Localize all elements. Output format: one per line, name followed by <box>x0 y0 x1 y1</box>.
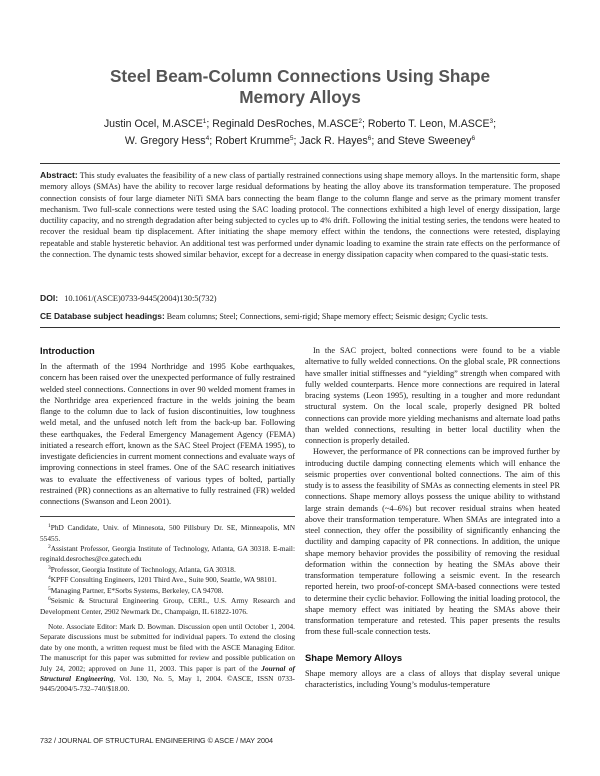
footnote-rule <box>40 516 295 517</box>
footnote: $^3$Professor, Georgia Institute of Technology, Atlanta, GA 30318. <box>48 564 236 574</box>
doi-value: 10.1061/(ASCE)0733-9445(2004)130:5(732) <box>64 294 217 303</box>
footnote: $^6$Seismic & Structural Engineering Group, CERL, U.S. Army Research and Development Center, 2902 Newmark Dr., Champaign, IL 61822-1076. <box>40 596 295 616</box>
footnote: $^1$PhD Candidate, Univ. of Minnesota, 500 Pillsbury Dr. SE, Minneapolis, MN 55455. <box>40 523 295 543</box>
author: W. Gregory Hess$^4$; <box>124 134 216 147</box>
subject-headings-label: CE Database subject headings: <box>40 311 165 321</box>
footnote: $^2$Assistant Professor, Georgia Institute of Technology, Atlanta, GA 30318. E-mail: reginald.desroches@ce.gatech.edu <box>40 544 295 564</box>
author: Jack R. Hayes$^6$; and <box>299 134 398 147</box>
journal-name: Journal of Structural Engineering <box>40 663 295 683</box>
abstract-bottom-rule <box>40 327 560 328</box>
body-paragraph: However, the performance of PR connections can be improved further by introducing ductile damping connecting elements which will enhance the seismic properties over conventional bolted connections. The aim of this study is to assess the feasibility of SMAs as connecting elements in steel PR connections. Shape memory alloys possess the unique ability to withstand large strain demands (~4–6%) but recover residual strains when heated above their transformation temperature. When SMAs are integrated into a steel connection, they offer the possibility of significantly enhancing the ductility and damping capacity of PR connections. In addition, the unique shape memory behavior provides the possibility of removing the residual deformation within the connection by heating the SMAs above their transformation temperature following a seismic event. In the research reported herein, two proof-of-concept SMA-based connections were tested to determine their cyclic behavior. Following the initial loading protocol, the shape memory effect was initiated by heating the SMAs above their transformation temperature and retested. This paper presents the results from these full-scale connection tests. <box>305 447 560 637</box>
paper-title <box>40 66 560 108</box>
author: Robert Krumme$^5$; <box>215 134 300 147</box>
author: Justin Ocel, M.ASCE$^1$; <box>103 118 213 130</box>
title-line-1: Steel Beam-Column Connections Using Shape <box>109 66 491 86</box>
footnote: $^4$KPFF Consulting Engineers, 1201 Third Ave., Suite 900, Seattle, WA 98101. <box>48 575 277 585</box>
body-paragraph: In the SAC project, bolted connections were found to be a viable alternative to fully welded connections. On the global scale, PR connections have smaller initial stiffnesses and “yielding” strength when compared with fully welded counterparts. Hence more connections are required in lateral bracing systems (Leon 1995), resulting in a tougher and more redundant structural system. On the local scale, properly designed PR bolted connections can provide more yielding mechanisms and alternate load paths than welded connections, resulting in better local ductility when the connection is properly detailed. <box>305 346 560 445</box>
footnote: $^5$Managing Partner, E*Sorbs Systems, Berkeley, CA 94708. <box>48 585 224 595</box>
page-footer: 732 / JOURNAL OF STRUCTURAL ENGINEERING © ASCE / MAY 2004 <box>40 736 273 745</box>
title-line-2: Memory Alloys <box>239 87 361 107</box>
abstract <box>40 170 560 260</box>
body-paragraph: Shape memory alloys are a class of alloys that display several unique characteristics, including Young’s modulus-temperature <box>305 668 560 689</box>
subject-headings-value: Beam columns; Steel; Connections, semi-rigid; Shape memory effect; Seismic design; Cyclic tests. <box>166 312 488 321</box>
author: Reginald DesRoches, M.ASCE$^2$; <box>212 118 368 130</box>
left-column <box>40 345 295 695</box>
subject-headings <box>40 311 560 322</box>
author: Steve Sweeney$^6$ <box>397 134 476 147</box>
abstract-top-rule <box>40 163 560 164</box>
abstract-label: Abstract: <box>40 170 78 180</box>
editorial-note: Note. Associate Editor: Mark D. Bowman. Discussion open until October 1, 2004. Separate discussions must be submitted for individual papers. To extend the closing date by one month, a written request must be filed with the ASCE Managing Editor. The manuscript for this paper was submitted for review and possible publication on July 24, 2002; approved on June 11, 2003. This paper is part of the Journal of Structural Engineering, Vol. 130, No. 5, May 1, 2004. ©ASCE, ISSN 0733-9445/2004/5-732–740/$18.00. <box>40 621 295 694</box>
section-heading-shape-memory-alloys: Shape Memory Alloys <box>305 651 403 663</box>
section-heading-introduction: Introduction <box>40 345 95 356</box>
intro-paragraph: In the aftermath of the 1994 Northridge and 1995 Kobe earthquakes, concern has been raised over the unexpected performance of fully restrained welded steel connections. Connections in over 90 welded moment frames in the Northridge area experienced fracture in the welds joining the beam flange to the column due to lack of fusion discontinuities, low toughness weld metal, and the unfused notch left from the back-up bar. Following these earthquakes, the Federal Emergency Management Agency (FEMA) initiated a research effort, known as the SAC Steel Project (FEMA 1995), to investigate deficiencies in current moment connections and evaluate ways of improving connections in steel frames. One of the SAC research initiatives was to evaluate the effectiveness of various types of bolted, partially restrained (PR) connections as an alternative to fully restrained (FR) welded connections (Swanson and Leon 2001). <box>40 362 295 506</box>
right-column <box>305 345 560 690</box>
doi <box>40 293 560 304</box>
doi-label: DOI: <box>40 293 59 303</box>
abstract-text: This study evaluates the feasibility of a new class of partially restrained connections using shape memory alloys. In the martensitic form, shape memory alloys (SMAs) have the ability to recover large residual deformations by heating the alloy above its transformation temperature. The proposed connection consists of four large diameter NiTi SMA bars connecting the beam flange to the column flange and serve as the primary moment transfer mechanism. Two full-scale connections were tested using the SAC loading protocol. The connections exhibited a high level of energy dissipation, large ductility capacity, and no strength degradation after being subjected to cycles up to 4% drift. Following the initial testing series, the tendons were heated to recover the residual beam tip displacement. After initiating the shape memory effect within the tendons, the connections were retested, displaying repeatable and stable hysteretic behavior. An additional test was performed under dynamic loading to examine the strain rate effects on the performance of the connection. The dynamic tests showed similar behavior, except for a decrease in energy dissipation capacity when compared to the quasi-static tests. <box>40 171 560 260</box>
author: Roberto T. Leon, M.ASCE$^3$; <box>367 118 497 130</box>
author-list <box>40 116 560 149</box>
